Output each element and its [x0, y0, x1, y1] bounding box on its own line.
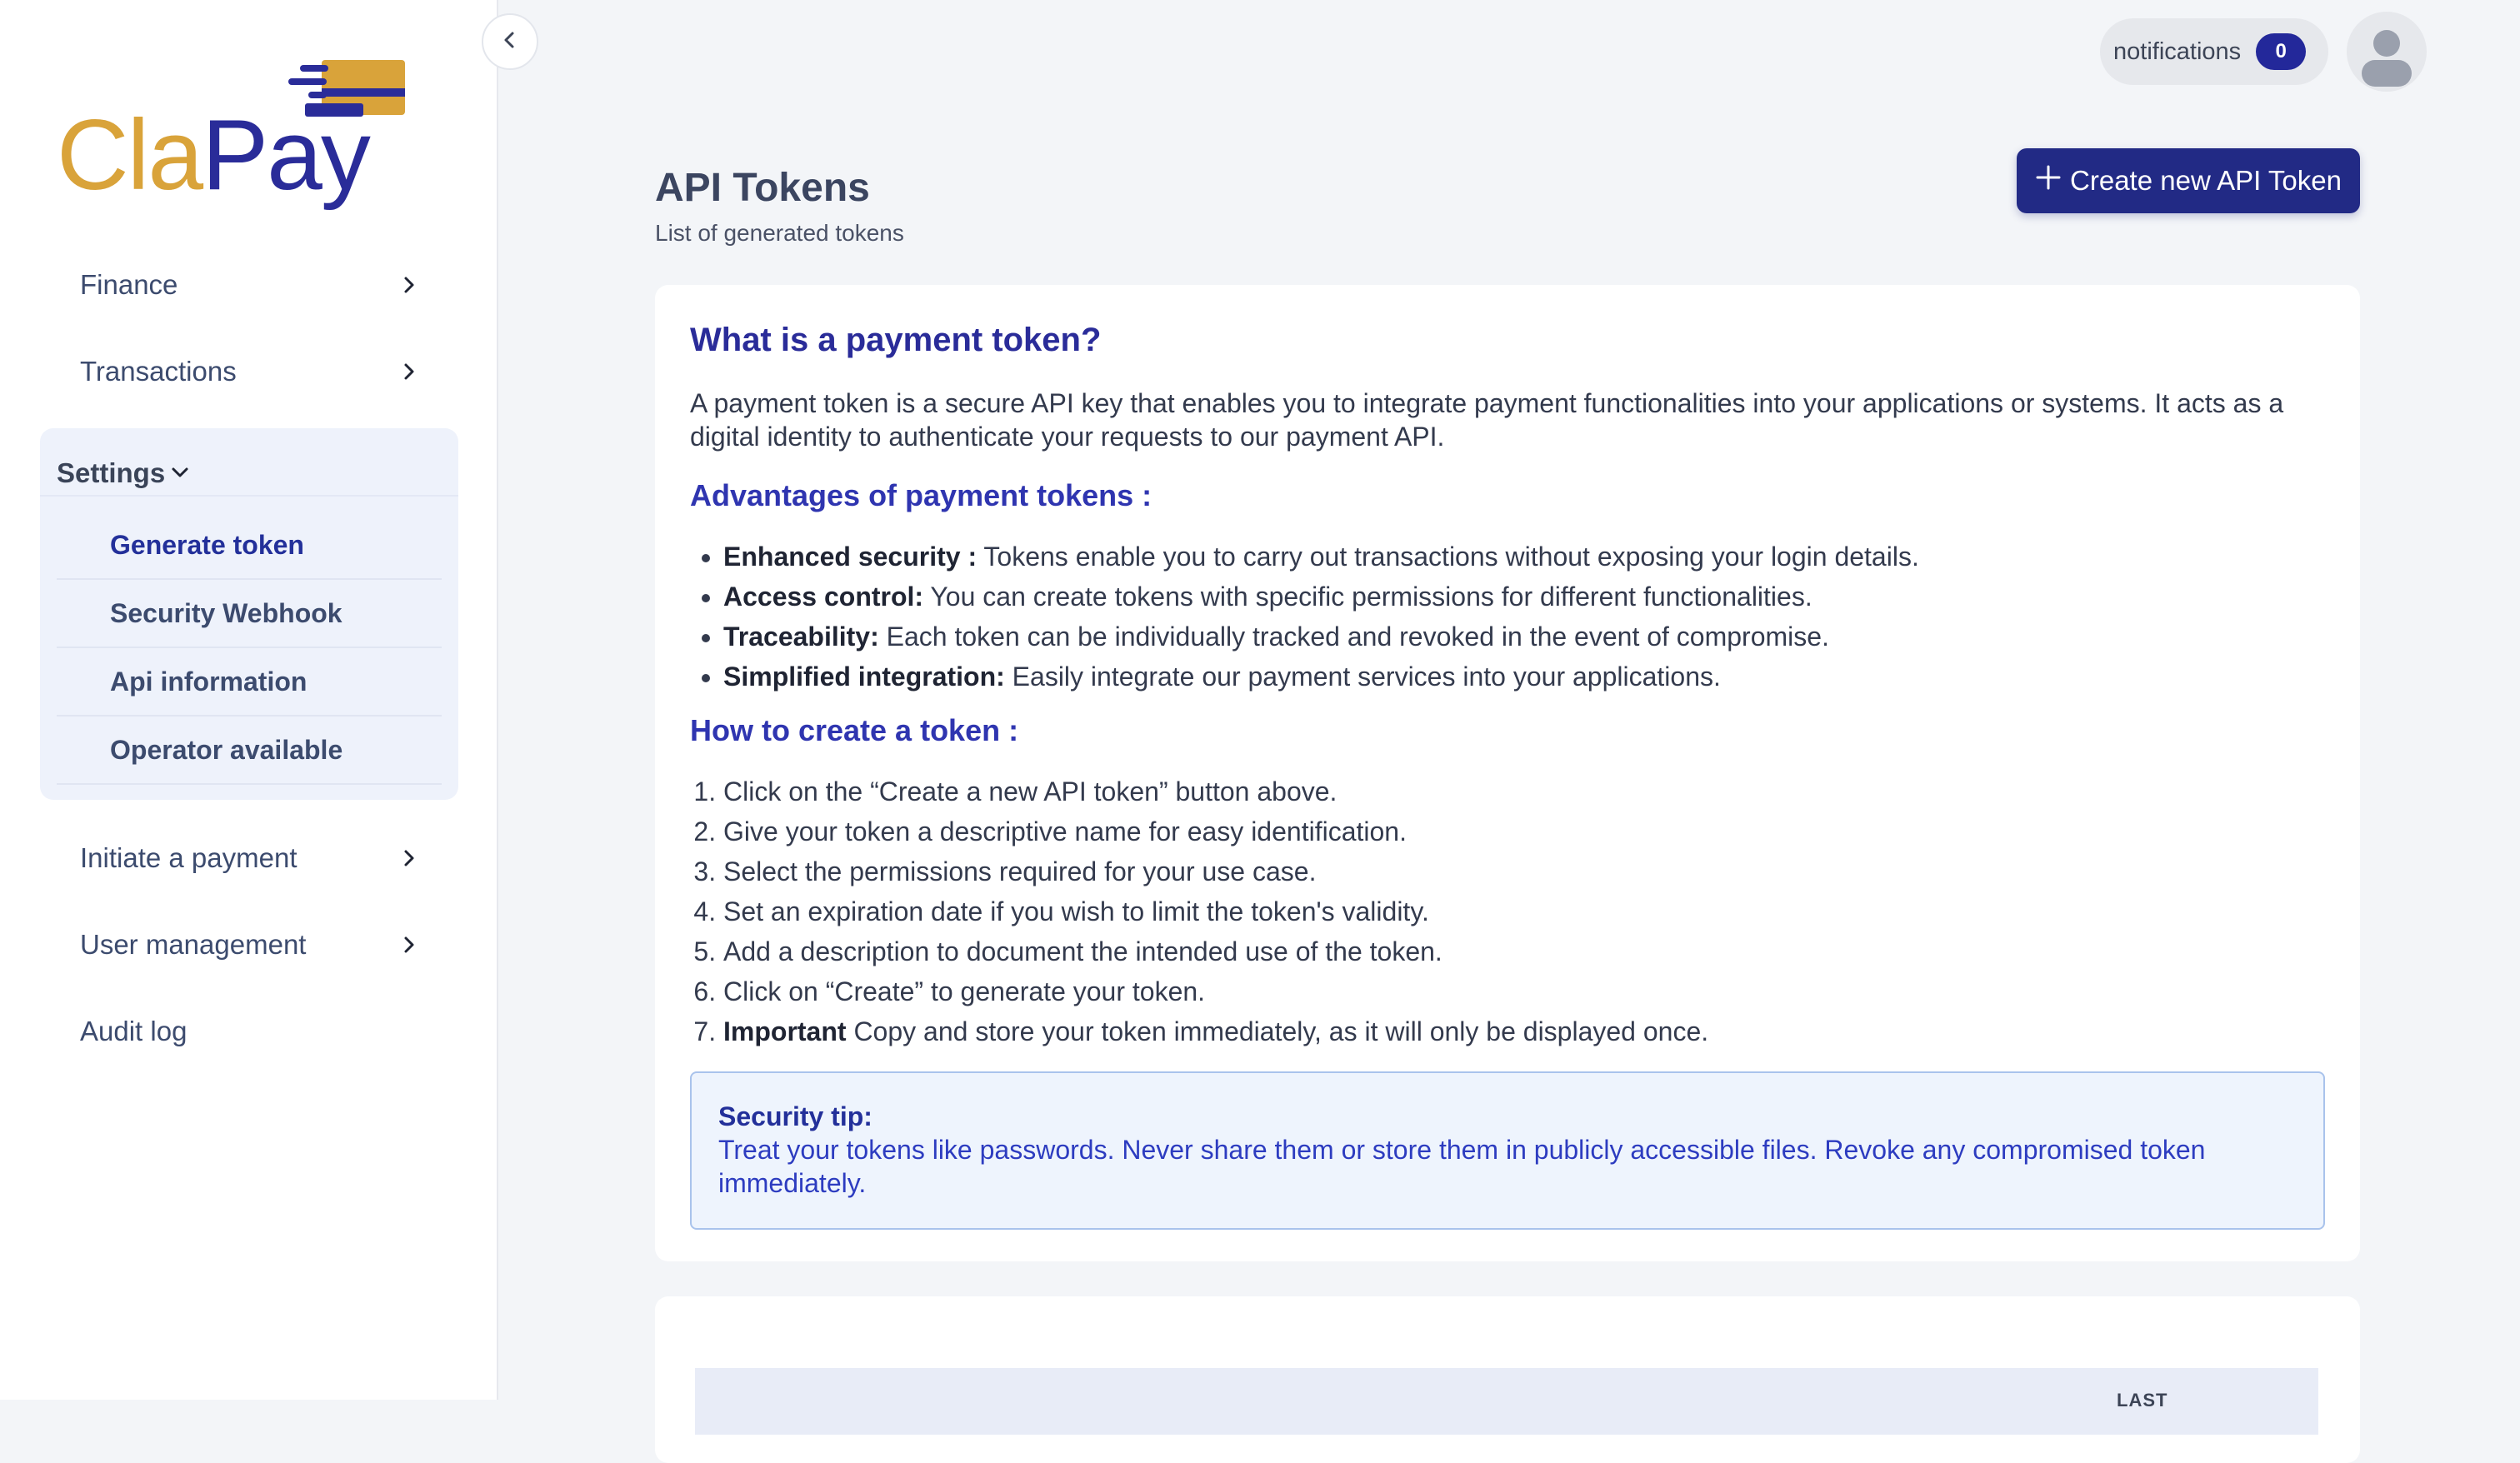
howto-steps-list [723, 771, 2307, 1051]
sidebar-subitem-api-information[interactable]: Api information [57, 648, 442, 717]
table-header-cell: LAST [2117, 1390, 2168, 1411]
chevron-down-icon [170, 457, 190, 489]
list-item: • Enhanced security : Tokens enable you to carry out transactions without exposing your login details. [723, 537, 2307, 577]
page-title: API Tokens [655, 166, 870, 210]
sidebar-item-audit-log[interactable] [80, 1006, 422, 1056]
chevron-right-icon [397, 846, 422, 871]
list-item: • Simplified integration: Easily integrate our payment services into your applications. [723, 657, 2307, 697]
chevron-right-icon [397, 359, 422, 384]
sidebar-item-label: Audit log [80, 1016, 188, 1046]
sidebar-subitem-security-webhook[interactable]: Security Webhook [57, 580, 442, 648]
info-heading: What is a payment token? [690, 322, 1102, 358]
notifications-label: notifications [2113, 37, 2242, 65]
tokens-table-card [655, 1296, 2360, 1463]
sidebar-item-settings[interactable] [57, 447, 190, 500]
sidebar [0, 0, 498, 1400]
chevron-left-icon [500, 30, 520, 54]
security-tip-title: Security tip: [718, 1101, 872, 1131]
sidebar-item-label: Initiate a payment [80, 842, 298, 873]
notifications-button[interactable] [2100, 18, 2328, 85]
list-item: 5. Add a description to document the intended use of the token. [723, 931, 2307, 971]
chevron-right-icon [397, 932, 422, 957]
chevron-right-icon [397, 272, 422, 297]
sidebar-item-label: Transactions [80, 356, 237, 387]
settings-group [40, 428, 458, 800]
payment-token-info-card [655, 285, 2360, 1261]
list-item: • Traceability: Each token can be individually tracked and revoked in the event of compromise. [723, 617, 2307, 657]
logo-wordmark: ClaPay [57, 99, 369, 211]
sidebar-subitem-generate-token[interactable]: Generate token [57, 512, 442, 580]
divider [40, 495, 458, 497]
list-item: 1. Click on the “Create a new API token” button above. [723, 771, 2307, 811]
list-item: 6. Click on “Create” to generate your token. [723, 971, 2307, 1011]
sidebar-subitem-operator-available[interactable]: Operator available [57, 717, 442, 785]
advantages-list [723, 537, 2307, 697]
list-item: • Access control: You can create tokens with specific permissions for different functionalities. [723, 577, 2307, 617]
plus-icon [2035, 164, 2062, 197]
user-icon [2347, 12, 2427, 92]
info-intro: A payment token is a secure API key that enables you to integrate payment functionalities into your applications or systems. It acts as a digital identity to authenticate your requests to our payment API. [690, 388, 2284, 452]
create-api-token-button[interactable] [2017, 148, 2360, 213]
list-item: 3. Select the permissions required for your use case. [723, 851, 2307, 891]
sidebar-item-label: Finance [80, 269, 178, 300]
sidebar-item-user-management[interactable] [80, 920, 422, 970]
sidebar-collapse-button[interactable] [482, 13, 538, 70]
sidebar-item-finance[interactable] [80, 260, 422, 310]
security-tip-box [690, 1071, 2325, 1230]
sidebar-item-transactions[interactable] [80, 347, 422, 397]
list-item: 7. Important Copy and store your token immediately, as it will only be displayed once. [723, 1011, 2307, 1051]
user-avatar[interactable] [2347, 12, 2427, 92]
clapay-logo[interactable] [57, 57, 407, 211]
list-item: 2. Give your token a descriptive name for easy identification. [723, 811, 2307, 851]
security-tip-text: Treat your tokens like passwords. Never share them or store them in publicly accessible files. Revoke any compromised token immediately. [718, 1135, 2206, 1198]
page-subtitle: List of generated tokens [655, 220, 904, 246]
advantages-heading: Advantages of payment tokens : [690, 478, 1152, 512]
table-header-row [695, 1368, 2318, 1435]
notifications-count-badge: 0 [2256, 33, 2306, 70]
list-item: 4. Set an expiration date if you wish to limit the token's validity. [723, 891, 2307, 931]
sidebar-item-initiate-payment[interactable] [80, 833, 422, 883]
create-button-label: Create new API Token [2070, 165, 2342, 196]
sidebar-item-label: Settings [57, 457, 166, 488]
sidebar-item-label: User management [80, 929, 307, 960]
howto-heading: How to create a token : [690, 713, 1019, 747]
